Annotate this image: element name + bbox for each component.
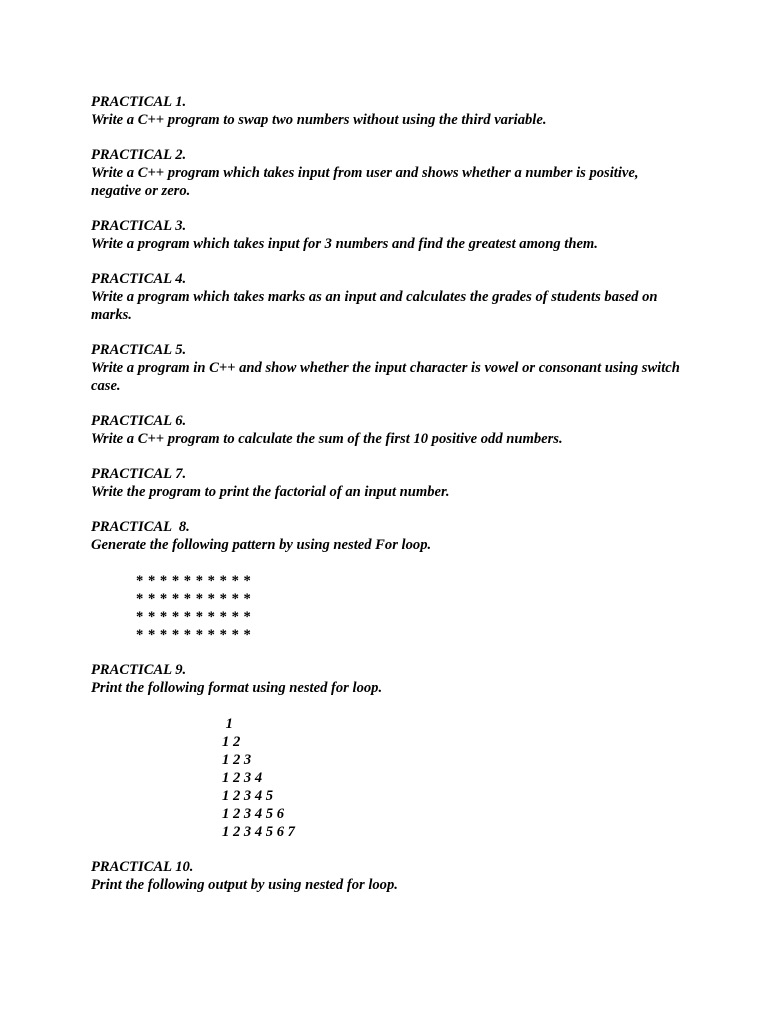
pattern-line: 1 2 — [222, 734, 241, 750]
practical-title: PRACTICAL 8. — [91, 519, 190, 535]
practical-item — [91, 518, 691, 644]
pattern-line: * * * * * * * * * * — [136, 591, 252, 607]
pattern-line: * * * * * * * * * * — [136, 609, 252, 625]
practical-description: Generate the following pattern by using nested For loop. — [91, 537, 432, 553]
practical-description: Write a C++ program which takes input from user and shows whether a number is positive, negative or zero. — [91, 165, 639, 199]
practical-title: PRACTICAL 1. — [91, 94, 187, 110]
practical-description: Write a program in C++ and show whether the input character is vowel or consonant using switch case. — [91, 360, 680, 394]
practical-item — [91, 661, 691, 841]
document-page — [91, 93, 691, 911]
practical-item — [91, 412, 691, 448]
practical-title: PRACTICAL 7. — [91, 466, 187, 482]
practical-description: Write a program which takes marks as an input and calculates the grades of students based on marks. — [91, 289, 658, 323]
pattern-line: 1 2 3 — [222, 752, 252, 768]
star-pattern — [136, 572, 691, 644]
practical-description: Write the program to print the factorial of an input number. — [91, 484, 450, 500]
practical-title: PRACTICAL 10. — [91, 859, 194, 875]
practical-description: Print the following output by using nested for loop. — [91, 877, 398, 893]
practical-title: PRACTICAL 2. — [91, 147, 187, 163]
pattern-line: 1 — [222, 716, 233, 732]
practical-item — [91, 93, 691, 129]
practical-description: Write a C++ program to calculate the sum of the first 10 positive odd numbers. — [91, 431, 563, 447]
pattern-line: * * * * * * * * * * — [136, 573, 252, 589]
number-pattern — [222, 715, 691, 841]
pattern-line: * * * * * * * * * * — [136, 627, 252, 643]
practical-description: Write a program which takes input for 3 numbers and find the greatest among them. — [91, 236, 598, 252]
practical-description: Print the following format using nested for loop. — [91, 680, 383, 696]
practical-title: PRACTICAL 5. — [91, 342, 187, 358]
practical-item — [91, 217, 691, 253]
pattern-line: 1 2 3 4 5 6 — [222, 806, 285, 822]
practical-title: PRACTICAL 3. — [91, 218, 187, 234]
practical-item — [91, 465, 691, 501]
practical-item — [91, 270, 691, 324]
pattern-line: 1 2 3 4 5 6 7 — [222, 824, 295, 840]
pattern-line: 1 2 3 4 — [222, 770, 263, 786]
practical-item — [91, 858, 691, 894]
practical-title: PRACTICAL 6. — [91, 413, 187, 429]
practical-description: Write a C++ program to swap two numbers without using the third variable. — [91, 112, 547, 128]
practical-title: PRACTICAL 4. — [91, 271, 187, 287]
practical-item — [91, 146, 691, 200]
practical-item — [91, 341, 691, 395]
practical-title: PRACTICAL 9. — [91, 662, 187, 678]
pattern-line: 1 2 3 4 5 — [222, 788, 274, 804]
